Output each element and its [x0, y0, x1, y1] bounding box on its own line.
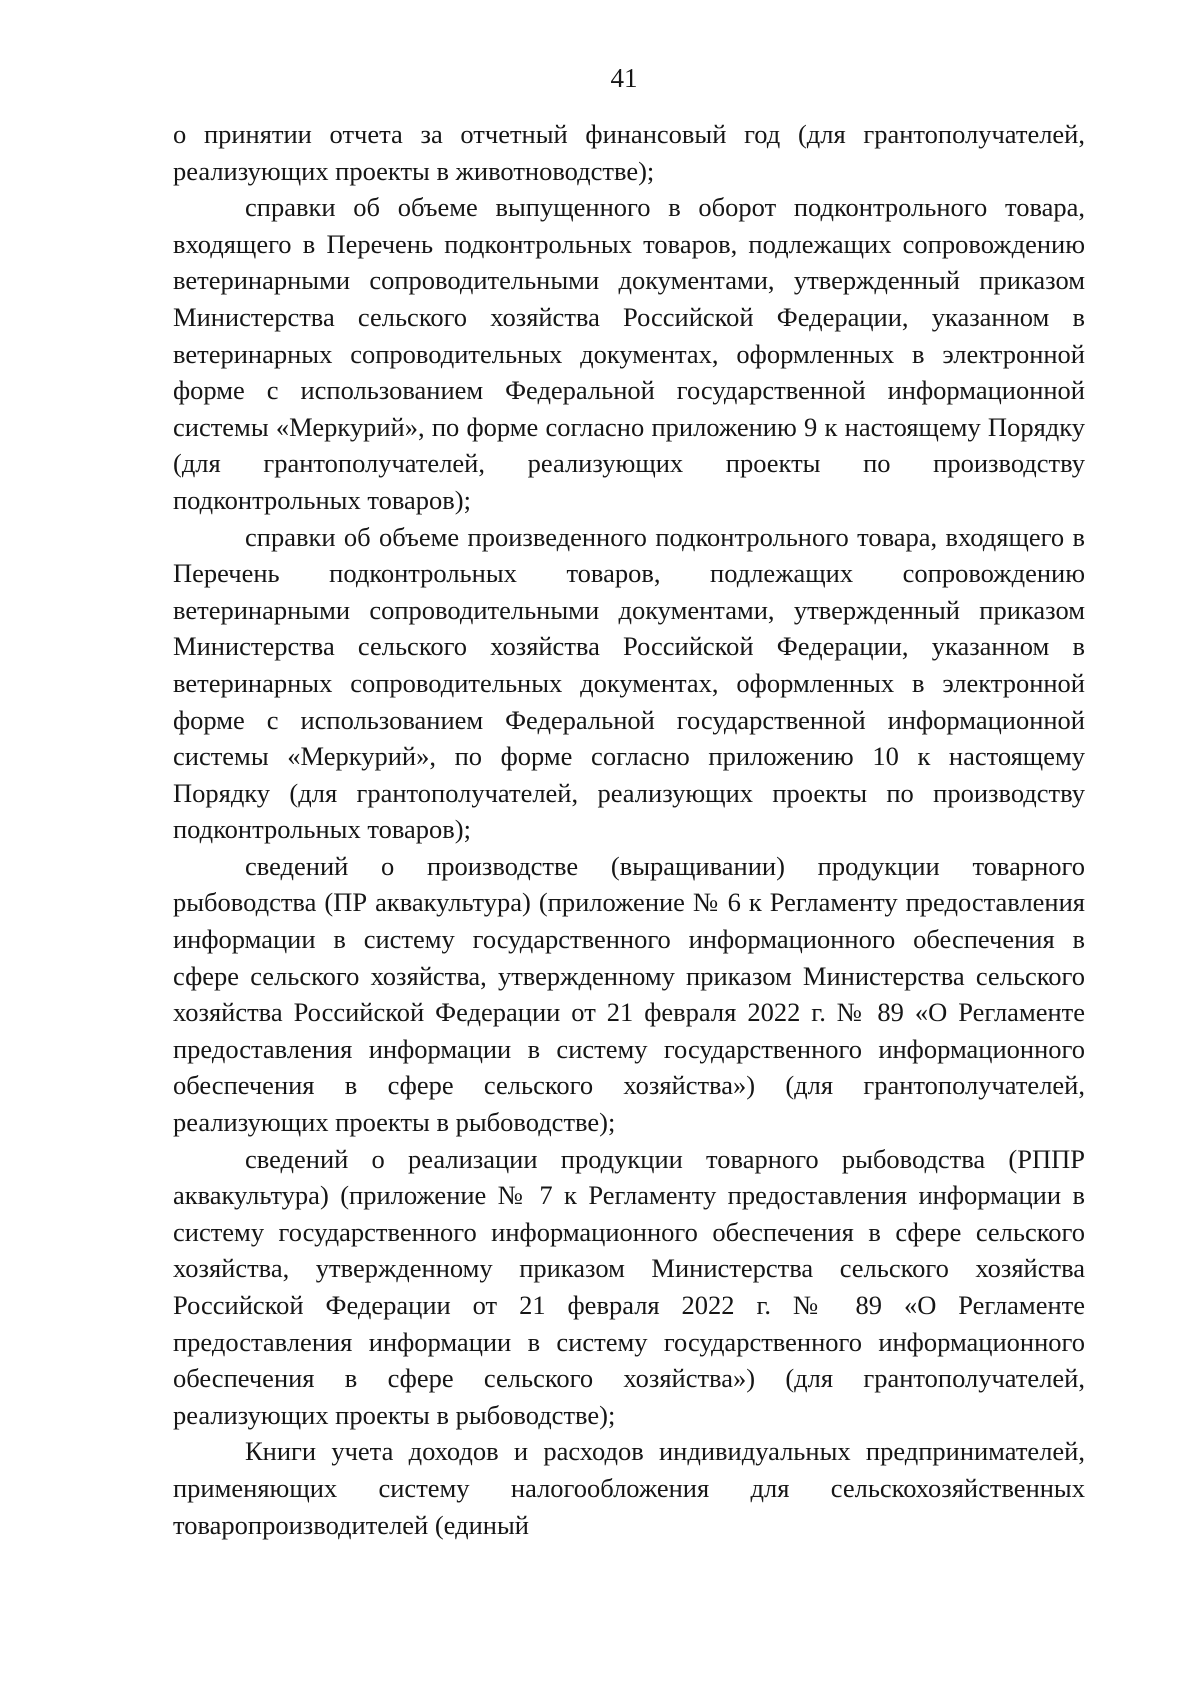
paragraph-income-expense-books: Книги учета доходов и расходов индивидуальных предпринимателей, применяющих систему налогообложения для сельскохозяйственных товаропроизводителей (единый	[173, 1436, 1085, 1540]
paragraph-report-acceptance: о принятии отчета за отчетный финансовый год (для грантополучателей, реализующих проекты в животноводстве);	[173, 119, 1085, 186]
paragraph-produced-goods-certificate: справки об объеме произведенного подконтрольного товара, входящего в Перечень подконтрольных товаров, подлежащих сопровождению ветеринарными сопроводительными документами, утвержденный приказом Министерства сельского хозяйства Российской Федерации, указанном в ветеринарных сопроводительных документах, оформленных в электронной форме с использованием Федеральной государственной информационной системы «Меркурий», по форме согласно приложению 10 к настоящему Порядку (для грантополучателей, реализующих проекты по производству подконтрольных товаров);	[173, 521, 1085, 845]
document-body	[173, 116, 1085, 1543]
paragraph-released-goods-certificate: справки об объеме выпущенного в оборот подконтрольного товара, входящего в Перечень подконтрольных товаров, подлежащих сопровождению ветеринарными сопроводительными документами, утвержденный приказом Министерства сельского хозяйства Российской Федерации, указанном в ветеринарных сопроводительных документах, оформленных в электронной форме с использованием Федеральной государственной информационной системы «Меркурий», по форме согласно приложению 9 к настоящему Порядку (для грантополучателей, реализующих проекты по производству подконтрольных товаров);	[173, 192, 1085, 515]
page-number: 41	[610, 63, 638, 93]
paragraph-fish-sales-info: сведений о реализации продукции товарного рыбоводства (РППР аквакультура) (приложение № 7 к Регламенту предоставления информации в систему государственного информационного обеспечения в сфере сельского хозяйства, утвержденному приказом Министерства сельского хозяйства Российской Федерации от 21 февраля 2022 г. № 89 «О Регламенте предоставления информации в систему государственного информационного обеспечения в сфере сельского хозяйства») (для грантополучателей, реализующих проекты в рыбоводстве);	[173, 1143, 1085, 1430]
paragraph-fish-production-info: сведений о производстве (выращивании) продукции товарного рыбоводства (ПР аквакультура) (приложение № 6 к Регламенту предоставления информации в систему государственного информационного обеспечения в сфере сельского хозяйства, утвержденному приказом Министерства сельского хозяйства Российской Федерации от 21 февраля 2022 г. № 89 «О Регламенте предоставления информации в систему государственного информационного обеспечения в сфере сельского хозяйства») (для грантополучателей, реализующих проекты в рыбоводстве);	[173, 850, 1085, 1138]
